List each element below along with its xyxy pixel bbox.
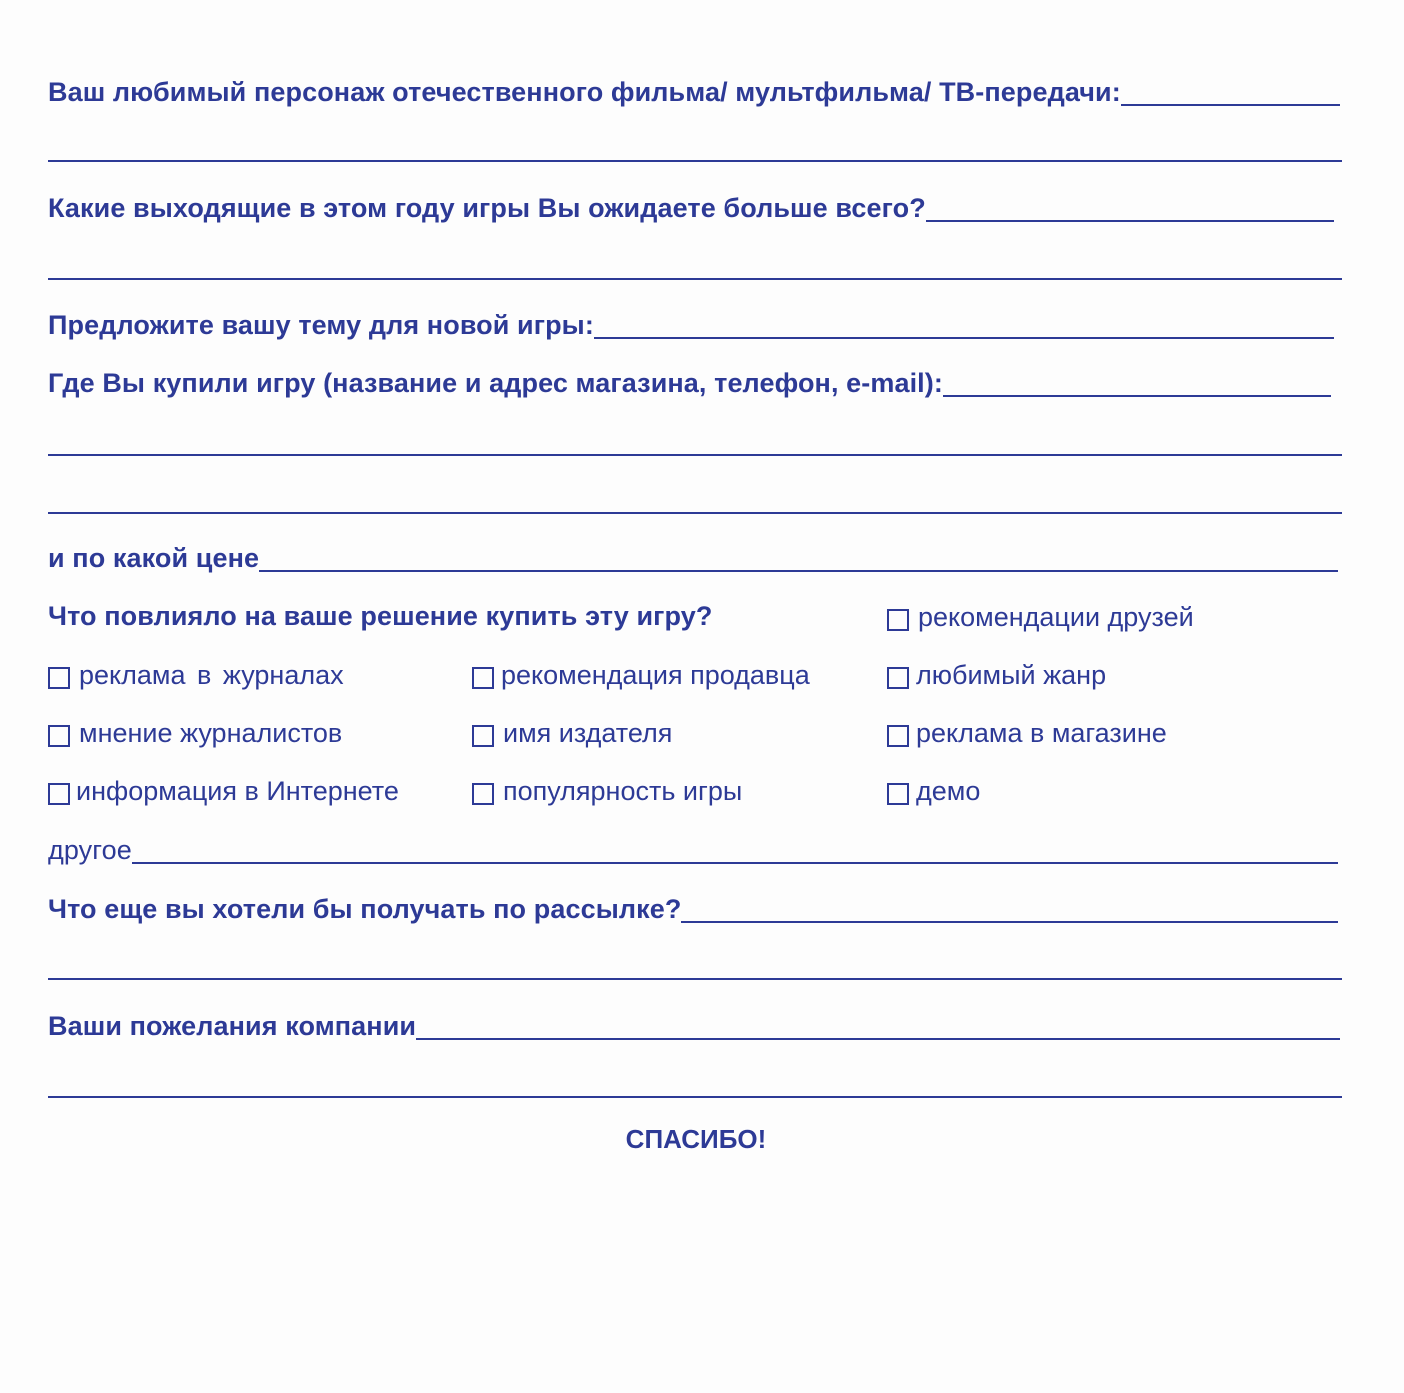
q-purchase-place-extra-line-2[interactable] (48, 512, 1342, 514)
q-favorite-character-extra-line[interactable] (48, 160, 1342, 162)
q-other-label: другое (48, 835, 132, 865)
option-friends-recommendation-label: рекомендации друзей (918, 601, 1194, 632)
q-awaited-games-field[interactable] (926, 219, 1334, 222)
q-mailing-row (48, 885, 1338, 925)
q-game-theme-field[interactable] (594, 336, 1334, 339)
q-price-field[interactable] (259, 569, 1338, 572)
option-demo-label: демо (916, 775, 981, 806)
q-purchase-place-field[interactable] (943, 394, 1331, 397)
option-publisher-name-label: имя издателя (503, 717, 673, 748)
q-mailing-field[interactable] (681, 920, 1338, 923)
option-seller-recommendation[interactable] (472, 658, 810, 692)
q-purchase-place-extra-line-1[interactable] (48, 454, 1342, 456)
option-internet-info-label: информация в Интернете (76, 775, 399, 806)
q-purchase-reason-row (48, 592, 848, 632)
thanks-text: СПАСИБО! (625, 1124, 767, 1154)
option-magazine-ads[interactable] (48, 658, 344, 692)
checkbox-game-popularity[interactable] (472, 783, 494, 805)
checkbox-store-ads[interactable] (887, 725, 909, 747)
checkbox-friends-recommendation[interactable] (887, 609, 909, 631)
q-other-row (48, 826, 1338, 866)
option-friends-recommendation[interactable] (887, 600, 1194, 634)
option-store-ads[interactable] (887, 716, 1167, 750)
q-game-theme-label: Предложите вашу тему для новой игры: (48, 310, 594, 340)
q-purchase-place-row (48, 359, 1331, 399)
checkbox-internet-info[interactable] (48, 783, 70, 805)
option-magazine-ads-label: реклама в журналах (79, 659, 344, 690)
q-awaited-games-label: Какие выходящие в этом году игры Вы ожидаете больше всего? (48, 193, 926, 223)
q-purchase-reason-label: Что повлияло на ваше решение купить эту игру? (48, 601, 713, 631)
option-store-ads-label: реклама в магазине (916, 717, 1167, 748)
q-purchase-place-label: Где Вы купили игру (название и адрес магазина, телефон, e-mail): (48, 368, 943, 398)
checkbox-favorite-genre[interactable] (887, 667, 909, 689)
q-mailing-extra-line[interactable] (48, 978, 1342, 980)
option-favorite-genre-label: любимый жанр (916, 659, 1107, 690)
q-wishes-row (48, 1002, 1340, 1042)
q-awaited-games-row (48, 184, 1334, 224)
q-favorite-character-field[interactable] (1121, 103, 1340, 106)
q-price-row (48, 534, 1338, 574)
option-seller-recommendation-label: рекомендация продавца (501, 659, 810, 690)
checkbox-seller-recommendation[interactable] (472, 667, 494, 689)
q-wishes-label: Ваши пожелания компании (48, 1011, 417, 1041)
q-wishes-extra-line[interactable] (48, 1096, 1342, 1098)
option-journalists-opinion-label: мнение журналистов (79, 717, 343, 748)
q-favorite-character-label: Ваш любимый персонаж отечественного фильма/ мультфильма/ ТВ-передачи: (48, 77, 1121, 107)
q-other-field[interactable] (132, 861, 1338, 864)
q-mailing-label: Что еще вы хотели бы получать по рассылке? (48, 894, 682, 924)
option-demo[interactable] (887, 774, 980, 808)
option-journalists-opinion[interactable] (48, 716, 342, 750)
q-game-theme-row (48, 301, 1334, 341)
option-game-popularity[interactable] (472, 774, 742, 808)
option-publisher-name[interactable] (472, 716, 672, 750)
option-game-popularity-label: популярность игры (503, 775, 743, 806)
option-favorite-genre[interactable] (887, 658, 1106, 692)
checkbox-publisher-name[interactable] (472, 725, 494, 747)
q-wishes-field[interactable] (416, 1037, 1340, 1040)
checkbox-magazine-ads[interactable] (48, 667, 70, 689)
q-awaited-games-extra-line[interactable] (48, 278, 1342, 280)
q-favorite-character-row (48, 68, 1340, 108)
q-price-label: и по какой цене (48, 543, 260, 573)
checkbox-journalists-opinion[interactable] (48, 725, 70, 747)
option-internet-info[interactable] (48, 774, 399, 808)
checkbox-demo[interactable] (887, 783, 909, 805)
